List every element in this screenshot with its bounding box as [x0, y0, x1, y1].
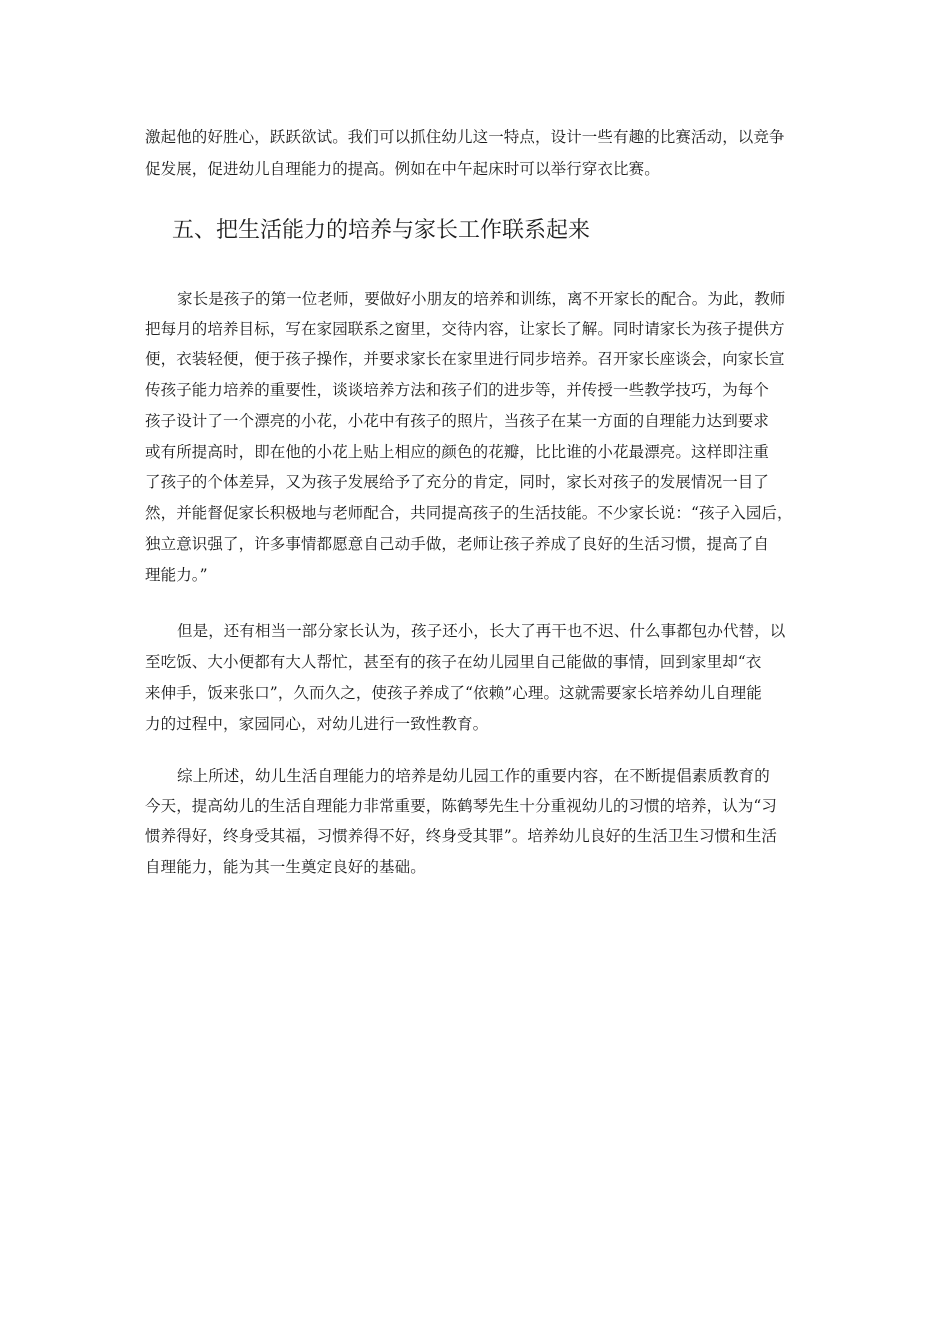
paragraph1-line: 独立意识强了，许多事情都愿意自己动手做，老师让孩子养成了良好的生活习惯，提高了自 — [145, 535, 770, 553]
paragraph2-line: 力的过程中，家园同心，对幼儿进行一致性教育。 — [145, 715, 489, 733]
paragraph1-line: 孩子设计了一个漂亮的小花，小花中有孩子的照片，当孩子在某一方面的自理能力达到要求 — [145, 412, 770, 430]
section-heading: 五、把生活能力的培养与家长工作联系起来 — [172, 218, 591, 243]
paragraph1-line: 然，并能督促家长积极地与老师配合，共同提高孩子的生活技能。不少家长说：“孩子入园后， — [145, 504, 793, 522]
paragraph3-line: 综上所述，幼儿生活自理能力的培养是幼儿园工作的重要内容，在不断提倡素质教育的 — [177, 767, 770, 785]
paragraph1-line: 理能力。” — [145, 566, 208, 584]
paragraph1-line: 家长是孩子的第一位老师，要做好小朋友的培养和训练，离不开家长的配合。为此，教师 — [177, 290, 786, 308]
intro-line: 促发展，促进幼儿自理能力的提高。例如在中午起床时可以举行穿衣比赛。 — [145, 160, 660, 178]
intro-line: 激起他的好胜心，跃跃欲试。我们可以抓住幼儿这一特点，设计一些有趣的比赛活动，以竞争 — [145, 128, 785, 146]
paragraph1-line: 了孩子的个体差异，又为孩子发展给予了充分的肯定，同时，家长对孩子的发展情况一目了 — [145, 473, 770, 491]
paragraph3-line: 自理能力，能为其一生奠定良好的基础。 — [145, 858, 426, 876]
paragraph3-line: 今天，提高幼儿的生活自理能力非常重要，陈鹤琴先生十分重视幼儿的习惯的培养，认为“习 — [145, 797, 778, 815]
paragraph1-line: 传孩子能力培养的重要性，谈谈培养方法和孩子们的进步等，并传授一些教学技巧，为每个 — [145, 381, 770, 399]
paragraph1-line: 或有所提高时，即在他的小花上贴上相应的颜色的花瓣，比比谁的小花最漂亮。这样即注重 — [145, 443, 770, 461]
paragraph2-line: 来伸手，饭来张口”，久而久之，使孩子养成了“依赖”心理。这就需要家长培养幼儿自理能 — [145, 684, 762, 702]
paragraph1-line: 便，衣装轻便，便于孩子操作，并要求家长在家里进行同步培养。召开家长座谈会，向家长宣 — [145, 350, 785, 368]
paragraph1-line: 把每月的培养目标，写在家园联系之窗里，交待内容，让家长了解。同时请家长为孩子提供方 — [145, 320, 785, 338]
paragraph3-line: 惯养得好，终身受其福，习惯养得不好，终身受其罪”。培养幼儿良好的生活卫生习惯和生活 — [145, 827, 778, 845]
paragraph2-line: 至吃饭、大小便都有大人帮忙，甚至有的孩子在幼儿园里自己能做的事情，回到家里却“衣 — [145, 653, 762, 671]
paragraph2-line: 但是，还有相当一部分家长认为，孩子还小，长大了再干也不迟、什么事都包办代替，以 — [177, 622, 786, 640]
